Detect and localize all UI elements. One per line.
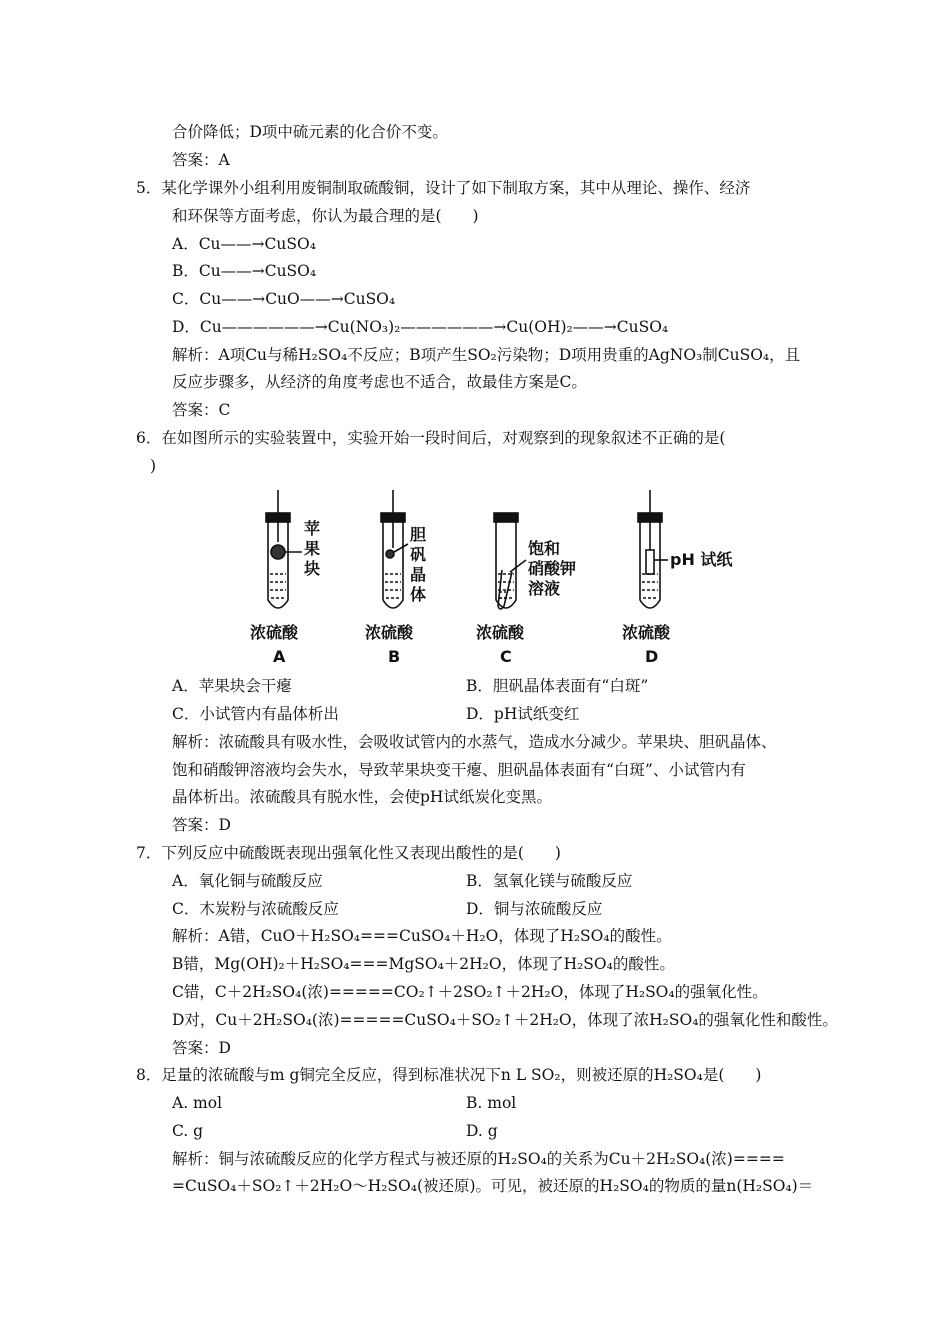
- tube-b-annot-3: 晶: [410, 565, 427, 584]
- tube-b: [381, 490, 408, 608]
- question-5-option-c: C．Cu——→CuO——→CuSO₄: [172, 290, 396, 308]
- tube-a-acid-label: 浓硫酸: [250, 623, 299, 642]
- tube-d: [638, 490, 668, 608]
- question-5-analysis: 解析：A项Cu与稀H₂SO₄不反应；B项产生SO₂污染物；D项用贵重的AgNO₃制CuSO₄，且: [172, 346, 801, 364]
- tube-b-acid-label: 浓硫酸: [365, 623, 414, 642]
- question-5-stem: 5．某化学课外小组利用废铜制取硫酸铜，设计了如下制取方案，其中从理论、操作、经济: [136, 179, 751, 197]
- question-6-analysis-cont2: 晶体析出。浓硫酸具有脱水性，会使pH试纸炭化变黑。: [172, 788, 552, 806]
- question-6-analysis-cont: 饱和硝酸钾溶液均会失水，导致苹果块变干瘪、胆矾晶体表面有“白斑”、小试管内有: [172, 761, 746, 779]
- question-6-option-c: C．小试管内有晶体析出: [172, 705, 339, 723]
- tube-a: [266, 490, 302, 608]
- tube-d-letter: D: [645, 647, 659, 666]
- experiment-diagram: [230, 488, 750, 668]
- question-6-analysis: 解析：浓硫酸具有吸水性，会吸收试管内的水蒸气，造成水分减少。苹果块、胆矾晶体、: [172, 733, 777, 751]
- tube-b-annot-1: 胆: [410, 525, 427, 544]
- question-7-analysis-b: B错，Mg(OH)₂＋H₂SO₄===MgSO₄＋2H₂O，体现了H₂SO₄的酸性。: [172, 955, 675, 973]
- question-8-option-c: C. g: [172, 1122, 204, 1140]
- question-6-answer: 答案：D: [172, 816, 231, 834]
- tube-a-annot-2: 果: [304, 539, 321, 558]
- question-8-option-d: D. g: [466, 1122, 498, 1140]
- tube-b-letter: B: [388, 647, 401, 666]
- experiment-figure: [230, 488, 750, 668]
- tube-c-letter: C: [500, 647, 512, 666]
- question-7-stem: 7．下列反应中硫酸既表现出强氧化性又表现出酸性的是( ): [136, 844, 561, 862]
- question-6-option-a: A．苹果块会干瘪: [172, 677, 292, 695]
- tube-c: [494, 513, 526, 609]
- tube-c-acid-label: 浓硫酸: [476, 623, 525, 642]
- question-7-analysis-a: 解析：A错，CuO＋H₂SO₄===CuSO₄＋H₂O，体现了H₂SO₄的酸性。: [172, 927, 672, 945]
- tube-a-annot-3: 块: [304, 559, 321, 578]
- question-8-analysis-cont: =CuSO₄＋SO₂↑＋2H₂O～H₂SO₄(被还原)。可见，被还原的H₂SO₄的物质的量n(H₂SO₄)＝: [172, 1177, 814, 1195]
- question-8-analysis: 解析：铜与浓硫酸反应的化学方程式与被还原的H₂SO₄的关系为Cu＋2H₂SO₄(浓)====: [172, 1150, 785, 1168]
- question-7-answer: 答案：D: [172, 1039, 231, 1057]
- question-7-option-b: B．氢氧化镁与硫酸反应: [466, 872, 633, 890]
- question-6-option-d: D．pH试纸变红: [466, 705, 580, 723]
- text-line: 合价降低；D项中硫元素的化合价不变。: [172, 123, 448, 141]
- question-6-stem-cont: ): [150, 457, 157, 475]
- tube-c-annot-1: 饱和: [528, 539, 561, 558]
- question-5-stem-cont: 和环保等方面考虑，你认为最合理的是( ): [172, 207, 479, 225]
- question-6-option-b: B．胆矾晶体表面有“白斑”: [466, 677, 649, 695]
- question-7-option-c: C．木炭粉与浓硫酸反应: [172, 900, 339, 918]
- question-8-option-a: A. mol: [172, 1094, 223, 1112]
- question-5-answer: 答案：C: [172, 401, 231, 419]
- question-7-option-d: D．铜与浓硫酸反应: [466, 900, 603, 918]
- question-7-option-a: A．氧化铜与硫酸反应: [172, 872, 323, 890]
- tube-b-annot-4: 体: [410, 585, 427, 604]
- question-5-option-a: A．Cu——→CuSO₄: [172, 235, 316, 253]
- question-8-option-b: B. mol: [466, 1094, 517, 1112]
- tube-c-annot-3: 溶液: [528, 579, 561, 598]
- question-5-option-d: D．Cu——————→Cu(NO₃)₂——————→Cu(OH)₂——→CuSO₄: [172, 318, 669, 336]
- question-6-stem: 6．在如图所示的实验装置中，实验开始一段时间后，对观察到的现象叙述不正确的是(: [136, 429, 726, 447]
- tube-d-acid-label: 浓硫酸: [622, 623, 671, 642]
- tube-b-annot-2: 矾: [410, 545, 427, 564]
- question-8-stem: 8．足量的浓硫酸与m g铜完全反应，得到标准状况下n L SO₂，则被还原的H₂SO₄是( ): [136, 1066, 762, 1084]
- tube-c-annot-2: 硝酸钾: [528, 559, 577, 578]
- answer-line: 答案：A: [172, 151, 230, 169]
- tube-d-annot-1: pH 试纸: [670, 550, 733, 569]
- question-5-option-b: B．Cu——→CuSO₄: [172, 262, 317, 280]
- question-5-analysis-cont: 反应步骤多，从经济的角度考虑也不适合，故最佳方案是C。: [172, 373, 587, 391]
- tube-a-letter: A: [273, 647, 286, 666]
- question-7-analysis-d: D对，Cu＋2H₂SO₄(浓)=====CuSO₄＋SO₂↑＋2H₂O，体现了浓H₂SO₄的强氧化性和酸性。: [172, 1011, 838, 1029]
- question-7-analysis-c: C错，C＋2H₂SO₄(浓)=====CO₂↑＋2SO₂↑＋2H₂O，体现了H₂SO₄的强氧化性。: [172, 983, 768, 1001]
- tube-a-annot-1: 苹: [304, 519, 321, 538]
